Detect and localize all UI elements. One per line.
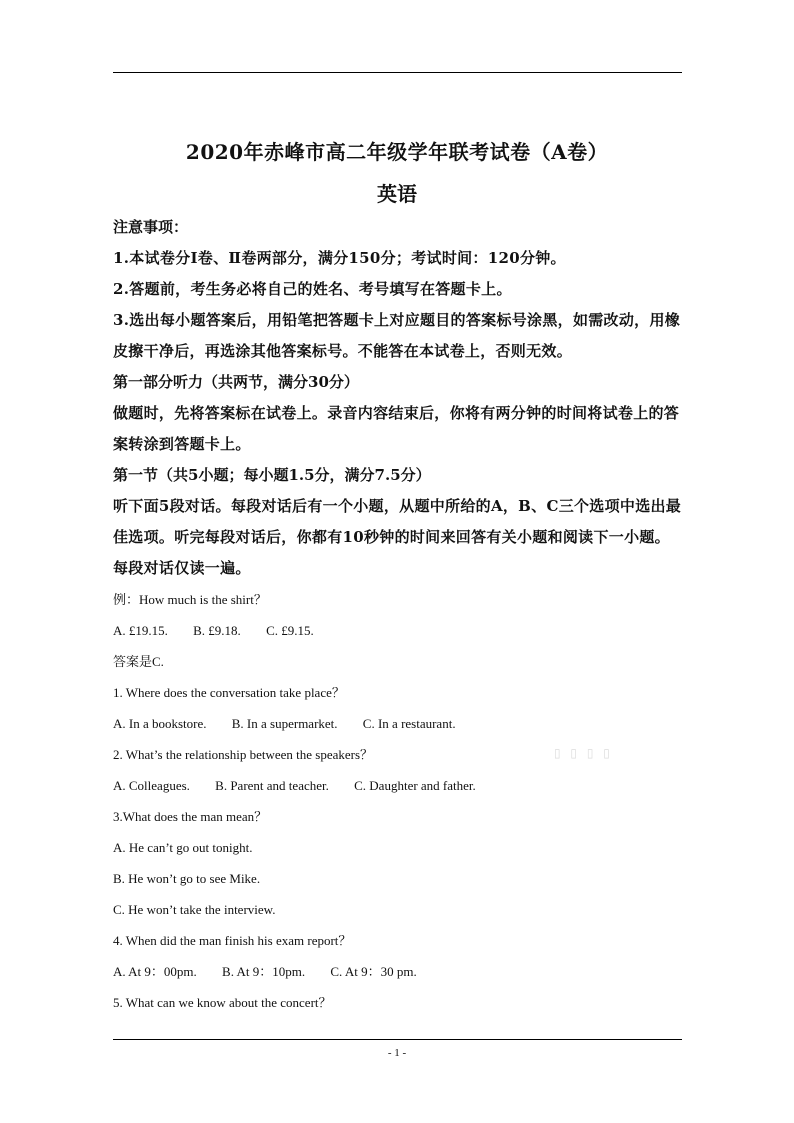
question-4-option-a: A. At 9：00pm. [113,964,197,979]
subject-title: 英语 [377,182,417,206]
question-3-option-b: B. He won’t go to see Mike. [113,871,261,886]
exam-title: 2020年赤峰市高二年级学年联考试卷（A卷） [185,140,609,164]
question-4-options [113,956,685,987]
question-3: 3.What does the man mean？ [113,809,268,824]
question-2: 2. What’s the relationship between the speakers？ [113,747,374,762]
question-3-option-a: A. He can’t go out tonight. [113,840,253,855]
example-option-c: C. £9.15. [266,623,314,638]
question-1-options [113,708,685,739]
notice-item-1: 1.本试卷分Ⅰ卷、Ⅱ卷两部分，满分150分；考试时间：120分钟。 [113,249,566,267]
footer-rule [113,1039,682,1040]
section1-heading: 第一节（共5小题；每小题1.5分，满分7.5分） [113,466,431,484]
question-1-option-a: A. In a bookstore. [113,716,207,731]
question-1-option-c: C. In a restaurant. [362,716,456,731]
page-number: - 1 - [387,1047,407,1059]
question-4-option-c: C. At 9：30 pm. [330,964,417,979]
question-4: 4. When did the man finish his exam report？ [113,933,352,948]
example-answer: 答案是C. [113,654,164,669]
example-question: 例：How much is the shirt？ [113,592,267,607]
notice-item-2: 2.答题前，考生务必将自己的姓名、考号填写在答题卡上。 [113,280,512,298]
example-options [113,615,685,646]
example-option-b: B. £9.18. [193,623,241,638]
question-2-option-c: C. Daughter and father. [354,778,476,793]
question-2-option-b: B. Parent and teacher. [215,778,329,793]
notice-item-3: 3.选出每小题答案后，用铅笔把答题卡上对应题目的答案标号涂黑，如需改动，用橡皮擦干净后，再选涂其他答案标号。不能答在本试卷上，否则无效。 [113,311,681,360]
question-1-option-b: B. In a supermarket. [231,716,338,731]
notice-heading: 注意事项： [113,218,189,236]
question-3-option-c: C. He won’t take the interview. [113,902,276,917]
faint-watermark: ▯ ▯ ▯ ▯ [554,746,613,760]
question-4-option-b: B. At 9：10pm. [222,964,306,979]
part1-instruction: 做题时，先将答案标在试卷上。录音内容结束后，你将有两分钟的时间将试卷上的答案转涂到答题卡上。 [113,404,680,453]
example-option-a: A. £19.15. [113,623,168,638]
question-1: 1. Where does the conversation take place？ [113,685,345,700]
question-2-options [113,770,685,801]
section1-instruction: 听下面5段对话。每段对话后有一个小题，从题中所给的A，B、C三个选项中选出最佳选项。听完每段对话后，你都有10秒钟的时间来回答有关小题和阅读下一小题。每段对话仅读一遍。 [113,497,682,577]
question-2-option-a: A. Colleagues. [113,778,190,793]
exam-content [113,212,685,1018]
part1-heading: 第一部分听力（共两节，满分30分） [113,373,359,391]
question-5: 5. What can we know about the concert？ [113,995,332,1010]
header-rule [113,72,682,73]
